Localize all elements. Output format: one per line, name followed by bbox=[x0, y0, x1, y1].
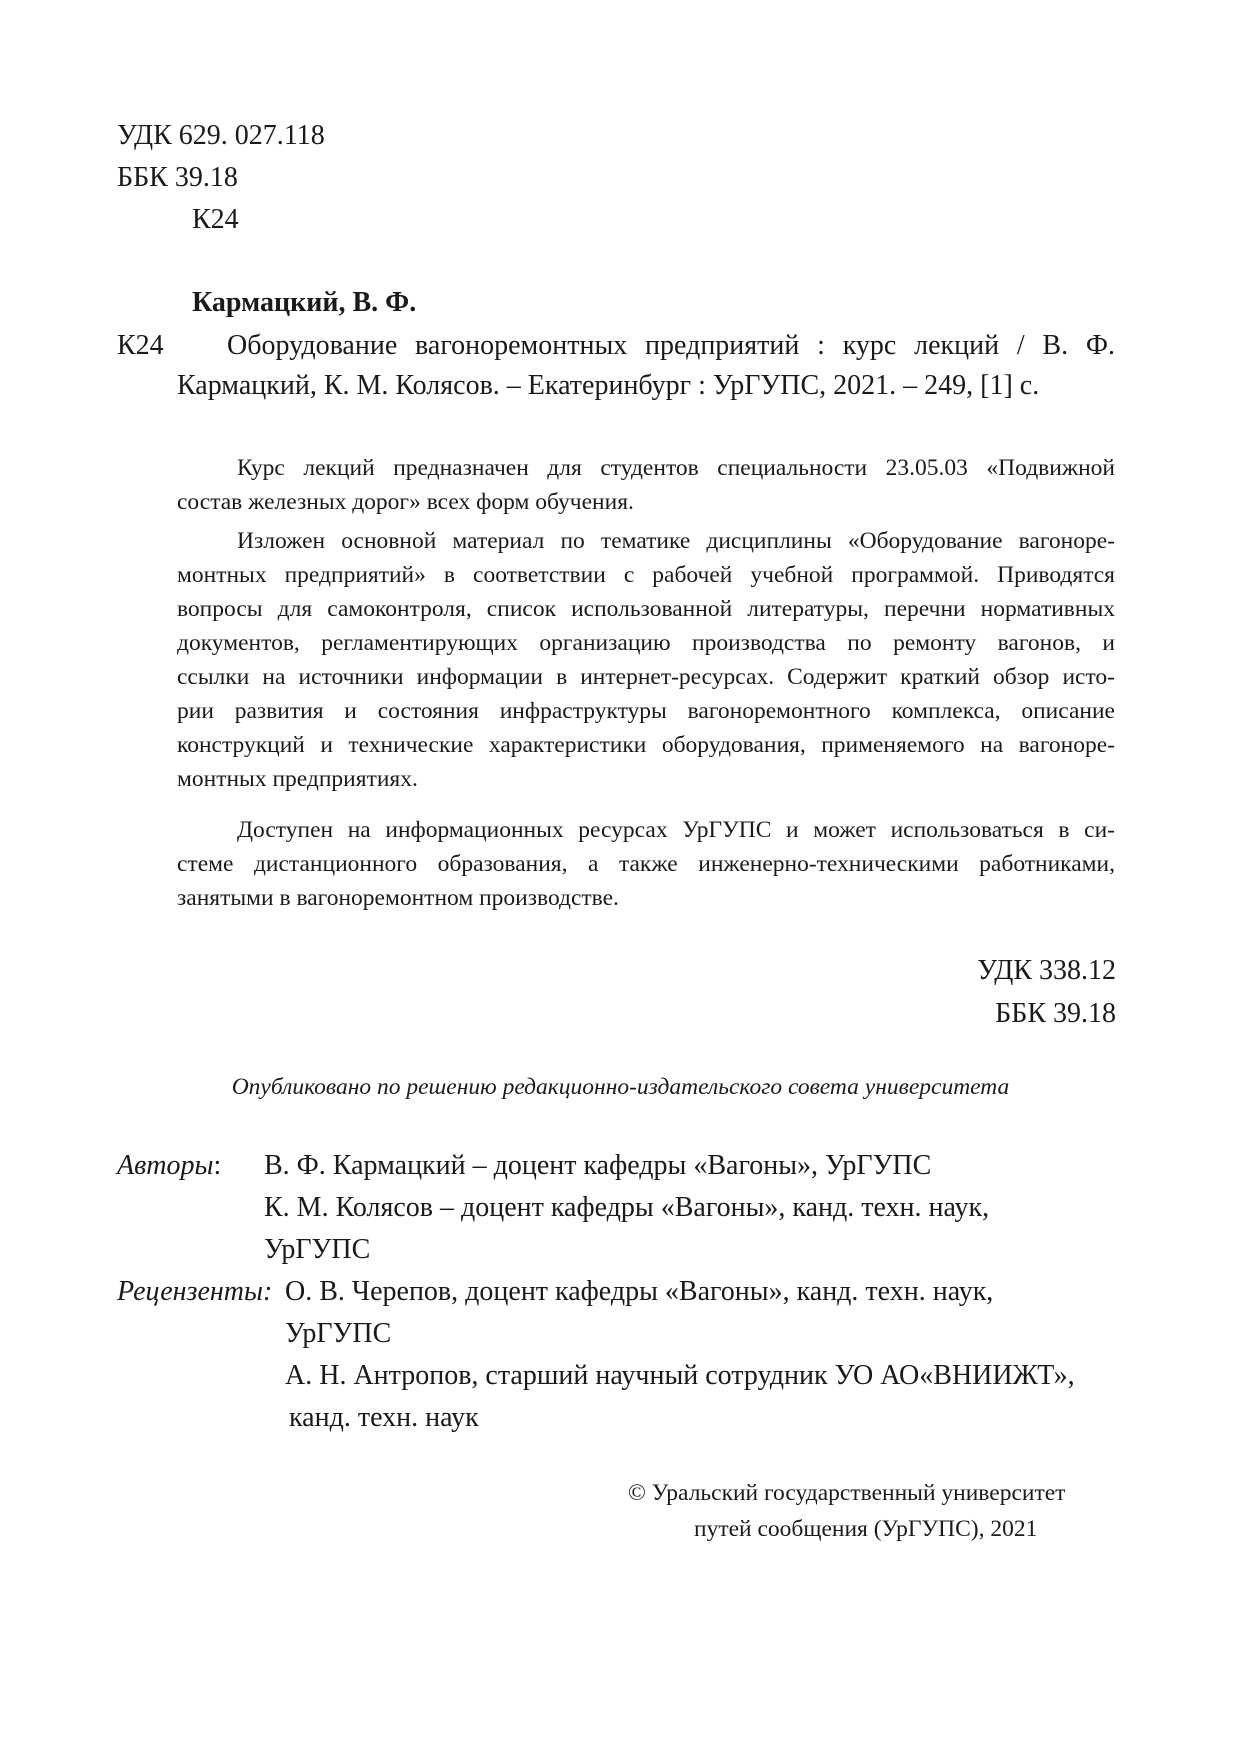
bibliography-line-2: Кармацкий, К. М. Колясов. – Екатеринбург : УрГУПС, 2021. – 249, [1] с. bbox=[177, 370, 1040, 401]
reviewer-line: О. В. Черепов, доцент кафедры «Вагоны», канд. техн. наук, bbox=[285, 1276, 994, 1307]
annotation-line: Курс лекций предназначен для студентов специальности 23.05.03 «Подвижной bbox=[237, 455, 1115, 481]
author-heading: Кармацкий, В. Ф. bbox=[192, 287, 417, 318]
reviewers-label: Рецензенты: bbox=[117, 1276, 273, 1307]
bibliography-line-1: Оборудование вагоноремонтных предприятий : курс лекций / В. Ф. bbox=[227, 330, 1115, 361]
annotation-line: ссылки на источники информации в интернет-ресурсах. Содержит краткий обзор исто- bbox=[177, 664, 1115, 690]
published-note: Опубликовано по решению редакционно-издательского совета университета bbox=[231, 1074, 1010, 1100]
udk-code-right: УДК 338.12 bbox=[977, 955, 1116, 986]
annotation-line: состав железных дорог» всех форм обучения. bbox=[177, 489, 634, 515]
bbk-code-right: ББК 39.18 bbox=[995, 998, 1116, 1029]
annotation-line: Доступен на информационных ресурсах УрГУПС и может использоваться в си- bbox=[237, 817, 1115, 843]
author-line: УрГУПС bbox=[264, 1234, 371, 1265]
author-line: К. М. Колясов – доцент кафедры «Вагоны», канд. техн. наук, bbox=[264, 1192, 990, 1223]
annotation-line: конструкций и технические характеристики оборудования, применяемого на вагоноре- bbox=[177, 732, 1115, 758]
author-mark: К24 bbox=[192, 204, 239, 235]
annotation-line: рии развития и состояния инфраструктуры вагоноремонтного комплекса, описание bbox=[177, 698, 1115, 724]
annotation-line: стеме дистанционного образования, а также инженерно-техническими работниками, bbox=[177, 851, 1115, 877]
annotation-line: занятыми в вагоноремонтном производстве. bbox=[177, 885, 619, 911]
authors-label-wrap bbox=[117, 1146, 221, 1186]
authors-label: Авторы bbox=[117, 1150, 214, 1181]
author-line: В. Ф. Кармацкий – доцент кафедры «Вагоны», УрГУПС bbox=[264, 1150, 932, 1181]
reviewer-line: А. Н. Антропов, старший научный сотрудник УО АО«ВНИИЖТ», bbox=[285, 1360, 1075, 1391]
annotation-line: документов, регламентирующих организацию производства по ремонту вагонов, и bbox=[177, 630, 1115, 656]
reviewer-line: УрГУПС bbox=[285, 1318, 392, 1349]
annotation-line: вопросы для самоконтроля, список использованной литературы, перечни нормативных bbox=[177, 596, 1115, 622]
bbk-code: ББК 39.18 bbox=[117, 162, 238, 193]
udk-code: УДК 629. 027.118 bbox=[117, 120, 325, 151]
copyright-line: путей сообщения (УрГУПС), 2021 bbox=[694, 1516, 1038, 1542]
bibliography-mark: К24 bbox=[117, 330, 164, 361]
reviewer-line: канд. техн. наук bbox=[289, 1402, 479, 1433]
annotation-line: монтных предприятиях. bbox=[177, 766, 418, 792]
copyright-line: © Уральский государственный университет bbox=[628, 1480, 1066, 1506]
authors-label-colon: : bbox=[213, 1150, 222, 1181]
annotation-line: монтных предприятий» в соответствии с рабочей учебной программой. Приводятся bbox=[177, 562, 1115, 588]
annotation-line: Изложен основной материал по тематике дисциплины «Оборудование вагоноре- bbox=[237, 528, 1115, 554]
